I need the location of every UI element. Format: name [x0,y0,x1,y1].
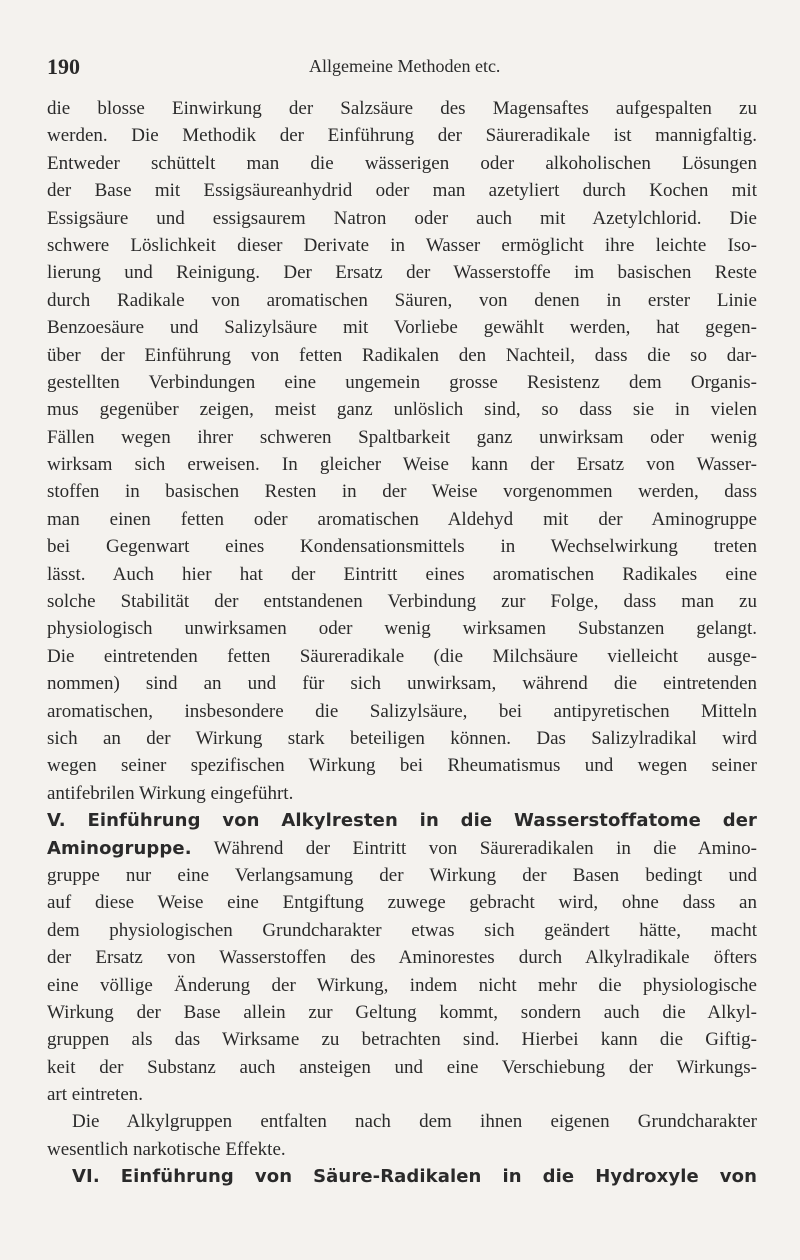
text-line: durch Radikale von aromatischen Säuren, von denen in erster Linie [47,289,757,311]
text-line: solche Stabilität der entstandenen Verbindung zur Folge, dass man zu [47,591,757,613]
text-segment: Während der Eintritt von Säureradikalen in die Amino- [191,837,757,859]
text-line: physiologisch unwirksamen oder wenig wirksamen Substanzen gelangt. [47,618,757,640]
text-line: der Ersatz von Wasserstoffen des Aminorestes durch Alkylradikale öfters [47,947,757,969]
text-line: gruppen als das Wirksame zu betrachten sind. Hierbei kann die Giftig- [47,1029,757,1051]
text-line: keit der Substanz auch ansteigen und eine Verschiebung der Wirkungs- [47,1056,757,1078]
text-line: gruppe nur eine Verlangsamung der Wirkung der Basen bedingt und [47,864,757,886]
text-line: mus gegenüber zeigen, meist ganz unlöslich sind, so dass sie in vielen [47,399,757,421]
text-line: Benzoesäure und Salizylsäure mit Vorliebe gewählt werden, hat gegen- [47,317,757,339]
text-line: sich an der Wirkung stark beteiligen können. Das Salizylradikal wird [47,727,757,749]
running-head: Allgemeine Methoden etc. [309,56,501,76]
text-line: gestellten Verbindungen eine ungemein grosse Resistenz dem Organis- [47,371,757,393]
section-v-heading-end: Aminogruppe. [47,837,192,859]
text-line: aromatischen, insbesondere die Salizylsäure, bei antipyretischen Mitteln [47,700,757,722]
text-line: lierung und Reinigung. Der Ersatz der Wasserstoffe im basischen Reste [47,262,757,284]
text-line: Wirkung der Base allein zur Geltung kommt, sondern auch die Alkyl- [47,1001,757,1023]
text-line: eine völlige Änderung der Wirkung, indem nicht mehr die physiologische [47,974,757,996]
text-line: nommen) sind an und für sich unwirksam, während die eintretenden [47,673,757,695]
text-line: auf diese Weise eine Entgiftung zuwege gebracht wird, ohne dass an [47,892,757,914]
text-line: Die eintretenden fetten Säureradikale (die Milchsäure vielleicht ausge- [47,645,757,667]
text-line: über der Einführung von fetten Radikalen den Nachteil, dass die so dar- [47,344,757,366]
text-line: wesentlich narkotische Effekte. [47,1138,286,1160]
text-line: man einen fetten oder aromatischen Aldehyd mit der Aminogruppe [47,508,757,530]
section-v-heading-cont [47,835,757,862]
text-line: Fällen wegen ihrer schweren Spaltbarkeit ganz unwirksam oder wenig [47,426,757,448]
text-line: stoffen in basischen Resten in der Weise vorgenommen werden, dass [47,481,757,503]
text-line: Essigsäure und essigsaurem Natron oder auch mit Azetylchlorid. Die [47,207,757,229]
body-text [47,95,757,1191]
text-line: bei Gegenwart eines Kondensationsmittels in Wechselwirkung treten [47,536,757,558]
section-vi-heading: VI. Einführung von Säure-Radikalen in die Hydroxyle von [72,1166,757,1188]
text-line: Die Alkylgruppen entfalten nach dem ihnen eigenen Grundcharakter [72,1111,757,1133]
page-header [0,54,800,84]
text-line: art eintreten. [47,1084,144,1106]
text-line: dem physiologischen Grundcharakter etwas sich geändert hätte, macht [47,919,757,941]
text-line: werden. Die Methodik der Einführung der Säureradikale ist mannigfaltig. [47,125,757,147]
text-line: lässt. Auch hier hat der Eintritt eines aromatischen Radikales eine [47,563,757,585]
text-line: schwere Löslichkeit dieser Derivate in Wasser ermöglicht ihre leichte Iso- [47,234,757,256]
text-line: wegen seiner spezifischen Wirkung bei Rheumatismus und wegen seiner [47,755,757,777]
text-line: wirksam sich erweisen. In gleicher Weise kann der Ersatz von Wasser- [47,454,757,476]
text-line: der Base mit Essigsäureanhydrid oder man azetyliert durch Kochen mit [47,180,757,202]
text-line: antifebrilen Wirkung eingeführt. [47,782,294,804]
text-line: Entweder schüttelt man die wässerigen oder alkoholischen Lösungen [47,152,757,174]
section-v-heading: V. Einführung von Alkylresten in die Wasserstoffatome der [47,810,757,832]
page-number: 190 [47,54,80,79]
text-line: die blosse Einwirkung der Salzsäure des Magensaftes aufgespalten zu [47,98,757,119]
